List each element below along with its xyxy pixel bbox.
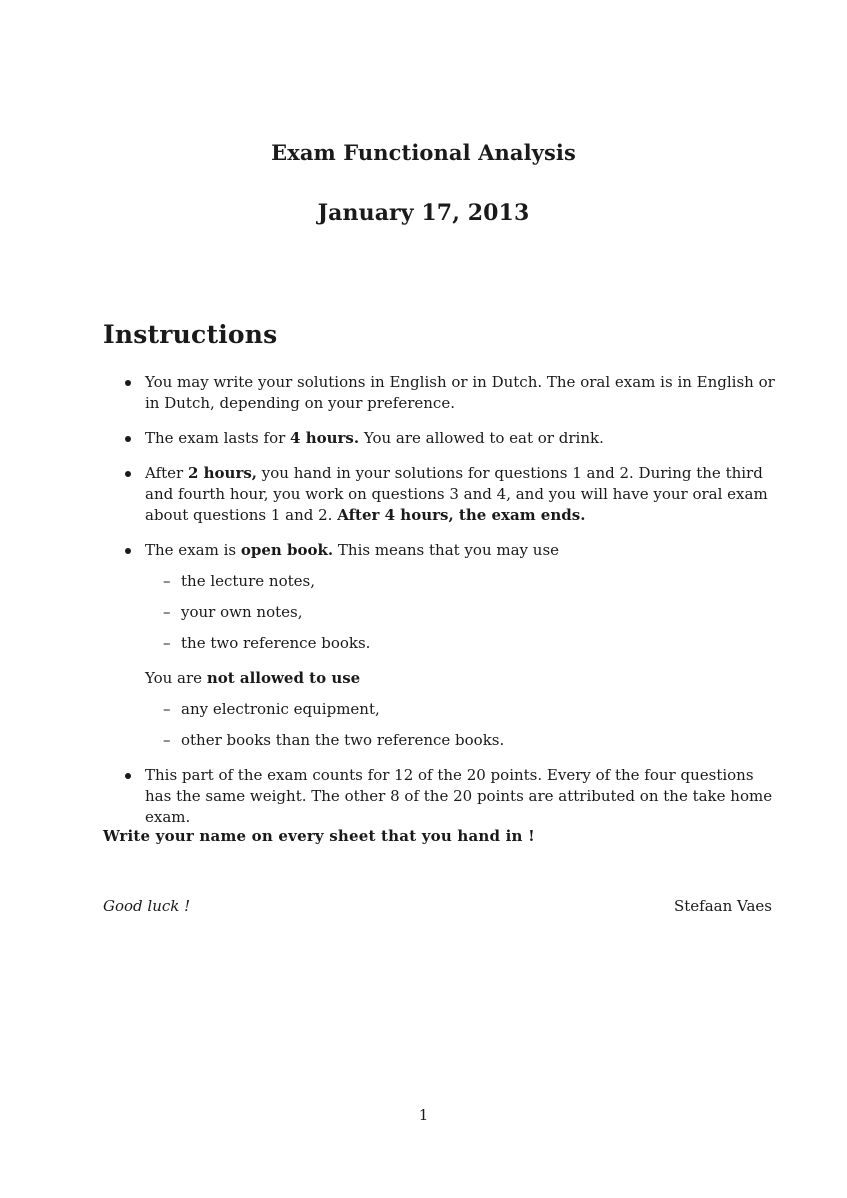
- instruction-text: This means that you may use: [333, 541, 560, 559]
- bullet-icon: [125, 380, 131, 386]
- allowed-item-text: the two reference books.: [181, 634, 371, 652]
- instruction-text: You are: [145, 669, 207, 687]
- instruction-points: [103, 765, 775, 828]
- not-allowed-item-text: other books than the two reference books.: [181, 731, 505, 749]
- bullet-icon: [125, 436, 131, 442]
- instructions-list: [103, 372, 775, 842]
- allowed-item: [145, 633, 775, 654]
- instruction-emphasis: open book.: [240, 541, 334, 559]
- instruction-emphasis: 2 hours,: [187, 464, 258, 482]
- instruction-open-book: [103, 540, 775, 751]
- instruction-language: [103, 372, 775, 414]
- not-allowed-item: [145, 730, 775, 751]
- page-number: 1: [418, 1106, 429, 1124]
- instruction-emphasis: 4 hours.: [290, 429, 360, 447]
- author-name: Stefaan Vaes: [673, 897, 772, 915]
- instruction-text: The exam is: [145, 541, 241, 559]
- bullet-icon: [125, 471, 131, 477]
- instruction-text: This part of the exam counts for 12 of the 20 points. Every of the four questions has the same weight. The other 8 of the 20 points are attributed on the take home exam.: [145, 766, 773, 826]
- dash-icon: –: [163, 603, 171, 621]
- not-allowed-item: [145, 699, 775, 720]
- instruction-text: you hand in your solutions for questions 1 and 2. During the third and fourth hour, you work on questions 3 and 4, and you will have your oral exam about questions 1 and 2.: [145, 464, 768, 524]
- good-luck-note: Good luck !: [103, 897, 191, 915]
- allowed-item-text: your own notes,: [181, 603, 303, 621]
- instruction-text: After: [145, 464, 188, 482]
- not-allowed-item-text: any electronic equipment,: [181, 700, 380, 718]
- allowed-item: [145, 571, 775, 592]
- instructions-heading: Instructions: [103, 320, 278, 349]
- dash-icon: –: [163, 700, 171, 718]
- instruction-text: The exam lasts for: [145, 429, 291, 447]
- dash-icon: –: [163, 572, 171, 590]
- bullet-icon: [125, 548, 131, 554]
- instruction-text: You are allowed to eat or drink.: [359, 429, 604, 447]
- bullet-icon: [125, 773, 131, 779]
- instruction-text: You may write your solutions in English or in Dutch. The oral exam is in English or in Dutch, depending on your preference.: [145, 373, 775, 412]
- instruction-handin: [103, 463, 775, 526]
- dash-icon: –: [163, 634, 171, 652]
- exam-date: January 17, 2013: [317, 200, 530, 226]
- name-reminder: Write your name on every sheet that you hand in !: [103, 827, 535, 845]
- dash-icon: –: [163, 731, 171, 749]
- exam-title: Exam Functional Analysis: [271, 140, 576, 165]
- instruction-emphasis: not allowed to use: [206, 669, 361, 687]
- allowed-item: [145, 602, 775, 623]
- instruction-duration: [103, 428, 775, 449]
- allowed-item-text: the lecture notes,: [181, 572, 315, 590]
- instruction-emphasis: After 4 hours, the exam ends.: [337, 506, 586, 524]
- not-allowed-intro: [145, 668, 775, 689]
